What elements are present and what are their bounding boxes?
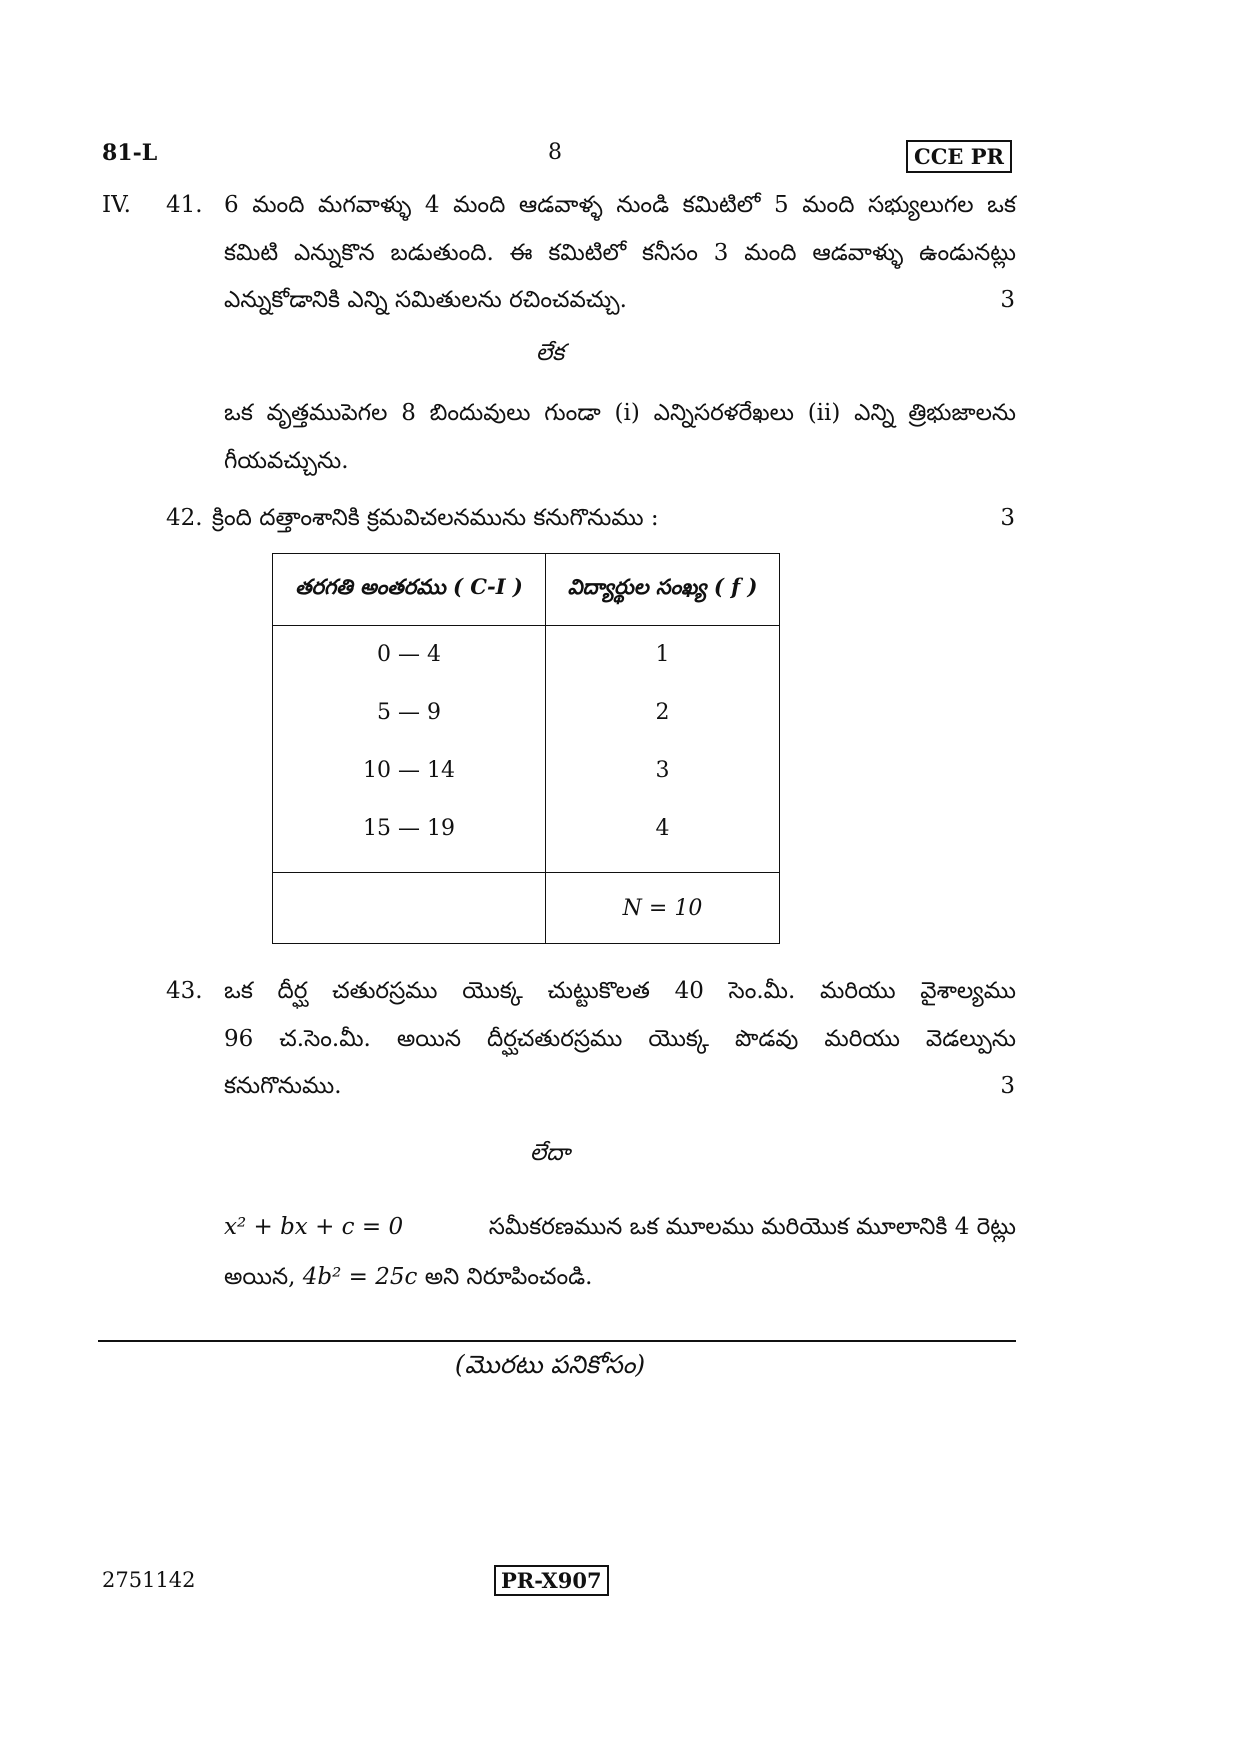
frequency-column [546, 626, 780, 873]
q43-alt-line-2-end: అని నిరూపించండి. [424, 1264, 593, 1290]
q42-number: 42. [166, 505, 203, 531]
cce-pr-badge: CCE PR [906, 140, 1012, 173]
q43-line-1: ఒక దీర్ఘ చతురస్రము యొక్క చుట్టుకొలత 40 సెం.మీ. మరియు వైశాల్యము [224, 978, 1016, 1004]
class-interval-column [273, 626, 546, 873]
footer-code: PR-X907 [494, 1565, 609, 1596]
q43-alt-line-2 [224, 1262, 592, 1292]
paper-code: 81-L [102, 140, 158, 166]
q41-number: 41. [166, 192, 203, 218]
q41-alt-line-2: గీయవచ్చును. [224, 448, 349, 474]
table-cell: 1 [655, 642, 670, 667]
table-cell: 15 — 19 [363, 816, 455, 841]
q43-alt-line-1-text: సమీకరణమున ఒక మూలము మరియొక మూలానికి 4 రెట్లు [488, 1214, 1016, 1240]
page-number: 8 [548, 140, 562, 165]
frequency-table [272, 553, 780, 944]
q42-marks: 3 [1000, 505, 1015, 531]
table-header-class-interval: తరగతి అంతరము ( C-I ) [273, 554, 546, 626]
table-cell: 0 — 4 [377, 642, 441, 667]
table-cell: 3 [655, 758, 670, 783]
table-total-empty [273, 873, 546, 944]
table-cell: 2 [655, 700, 670, 725]
q43-marks: 3 [1000, 1073, 1015, 1099]
q43-alt-line-1 [224, 1212, 1016, 1242]
q41-line-2: కమిటి ఎన్నుకొన బడుతుంది. ఈ కమిటిలో కనీసం 3 మంది ఆడవాళ్ళు ఉండునట్లు [224, 240, 1016, 266]
quadratic-equation: x² + bx + c = 0 [224, 1214, 404, 1240]
q43-number: 43. [166, 978, 203, 1004]
table-total: N = 10 [546, 873, 780, 944]
q41-or-label: లేక [535, 340, 565, 366]
table-header-frequency: విద్యార్థుల సంఖ్య ( f ) [546, 554, 780, 626]
footer-serial: 2751142 [102, 1568, 196, 1592]
q41-line-1: 6 మంది మగవాళ్ళు 4 మంది ఆడవాళ్ళ నుండి కమిటిలో 5 మంది సభ్యులుగల ఒక [224, 192, 1016, 218]
section-numeral: IV. [102, 192, 131, 218]
q41-alt-line-1: ఒక వృత్తముపెగల 8 బిందువులు గుండా (i) ఎన్నిసరళరేఖలు (ii) ఎన్ని త్రిభుజాలను [224, 400, 1016, 426]
table-cell: 5 — 9 [377, 700, 441, 725]
rough-work-label: (మొరటు పనికోసం) [454, 1350, 646, 1379]
q43-alt-line-2-start: అయిన, [224, 1264, 296, 1290]
q41-line-3: ఎన్నుకోడానికి ఎన్ని సమితులను రచించవచ్చు. [224, 287, 627, 313]
q41-marks: 3 [1000, 287, 1015, 313]
q43-line-3: కనుగొనుము. [224, 1073, 342, 1099]
q43-line-2: 96 చ.సెం.మీ. అయిన దీర్ఘచతురస్రము యొక్క పొడవు మరియు వెడల్పును [224, 1026, 1016, 1052]
q43-or-label: లేదా [529, 1140, 571, 1166]
table-cell: 10 — 14 [363, 758, 455, 783]
section-divider [98, 1340, 1016, 1342]
q42-text: క్రింది దత్తాంశానికి క్రమవిచలనమును కనుగొనుము : [212, 505, 659, 531]
prove-equation: 4b² = 25c [302, 1264, 418, 1290]
table-cell: 4 [655, 816, 670, 841]
